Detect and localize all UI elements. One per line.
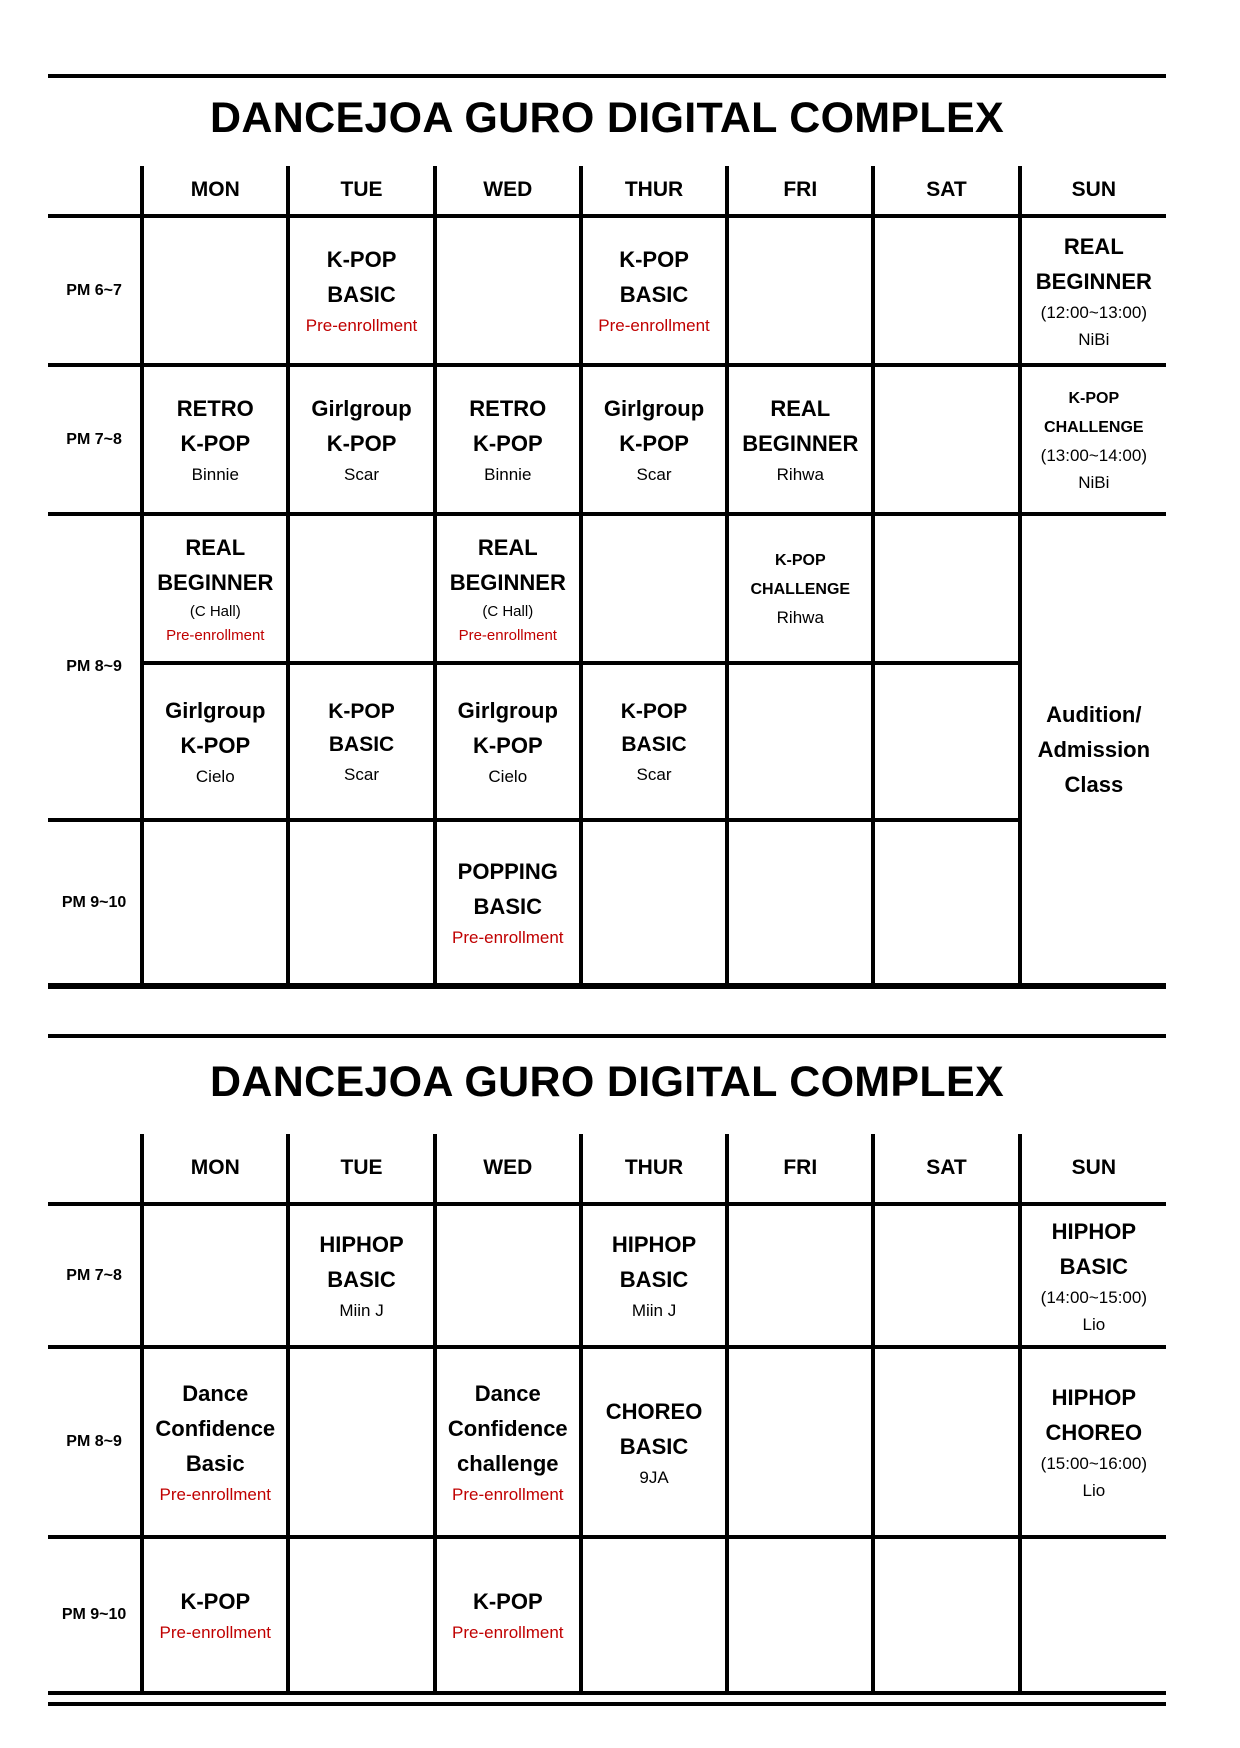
empty-cell bbox=[435, 1204, 581, 1347]
class-title: BASIC bbox=[1059, 1253, 1129, 1279]
instructor: Miin J bbox=[339, 1301, 384, 1320]
class-cell bbox=[1020, 514, 1166, 985]
instructor: Cielo bbox=[195, 767, 235, 786]
class-title: HIPHOP bbox=[611, 1232, 697, 1257]
day-header: TUE bbox=[288, 1134, 434, 1204]
class-title: K-POP bbox=[180, 733, 251, 758]
instructor: NiBi bbox=[1078, 329, 1110, 349]
time-row bbox=[48, 1537, 1166, 1693]
time-row bbox=[48, 514, 1166, 663]
class-title: K-POP bbox=[326, 431, 397, 456]
class-title: CHALLENGE bbox=[750, 581, 851, 598]
class-cell bbox=[435, 1347, 581, 1537]
empty-cell bbox=[873, 1347, 1019, 1537]
empty-cell bbox=[727, 1204, 873, 1347]
class-title: Confidence bbox=[155, 1416, 276, 1441]
class-title: BASIC bbox=[619, 1267, 689, 1292]
class-title: BASIC bbox=[619, 1433, 689, 1459]
instructor: Binnie bbox=[484, 465, 532, 484]
class-cell bbox=[142, 365, 288, 514]
class-title: K-POP bbox=[328, 700, 395, 723]
time-slot-label: PM 7~8 bbox=[48, 365, 142, 514]
time-slot-label: PM 8~9 bbox=[48, 1347, 142, 1537]
day-header: MON bbox=[142, 1134, 288, 1204]
day-header: SAT bbox=[873, 1134, 1019, 1204]
class-cell bbox=[288, 365, 434, 514]
class-cell bbox=[288, 216, 434, 365]
hall-note: (C Hall) bbox=[189, 602, 241, 620]
class-title: BEGINNER bbox=[742, 431, 859, 456]
page-title: DANCEJOA GURO DIGITAL COMPLEX bbox=[210, 94, 1004, 142]
empty-cell bbox=[142, 216, 288, 365]
day-header: WED bbox=[435, 1134, 581, 1204]
empty-cell bbox=[873, 1537, 1019, 1693]
bottom-rule bbox=[48, 1702, 1166, 1706]
class-cell bbox=[435, 1537, 581, 1693]
class-cell bbox=[1020, 1204, 1166, 1347]
empty-cell bbox=[288, 514, 434, 663]
class-title: Confidence bbox=[447, 1416, 568, 1441]
class-cell bbox=[727, 514, 873, 663]
empty-cell bbox=[727, 1347, 873, 1537]
empty-cell bbox=[873, 820, 1019, 985]
class-title: Audition/ bbox=[1046, 702, 1142, 727]
class-title: K-POP bbox=[774, 552, 826, 569]
empty-cell bbox=[1020, 1537, 1166, 1693]
top-rule bbox=[48, 1034, 1166, 1038]
class-cell bbox=[288, 663, 434, 820]
class-cell bbox=[1020, 216, 1166, 365]
pre-enrollment-note: Pre-enrollment bbox=[598, 316, 710, 335]
class-title: RETRO bbox=[469, 396, 547, 421]
empty-cell bbox=[727, 216, 873, 365]
empty-cell bbox=[727, 663, 873, 820]
class-title: POPPING bbox=[457, 859, 558, 884]
instructor: Binnie bbox=[191, 465, 239, 484]
class-title: Girlgroup bbox=[165, 698, 266, 723]
class-title: K-POP bbox=[180, 431, 251, 456]
corner-cell bbox=[48, 166, 142, 216]
header-row bbox=[48, 166, 1166, 216]
class-cell bbox=[1020, 365, 1166, 514]
class-title: challenge bbox=[457, 1451, 559, 1476]
class-time: (13:00~14:00) bbox=[1040, 445, 1147, 465]
day-header: FRI bbox=[727, 166, 873, 216]
empty-cell bbox=[142, 820, 288, 985]
class-title: BEGINNER bbox=[449, 569, 566, 595]
time-row bbox=[48, 365, 1166, 514]
time-slot-label: PM 7~8 bbox=[48, 1204, 142, 1347]
empty-cell bbox=[727, 1537, 873, 1693]
empty-cell bbox=[581, 820, 727, 985]
schedule-table bbox=[48, 166, 1166, 987]
time-slot-label: PM 9~10 bbox=[48, 1537, 142, 1693]
class-title: Girlgroup bbox=[311, 396, 412, 421]
class-title: Girlgroup bbox=[603, 396, 705, 421]
empty-cell bbox=[873, 216, 1019, 365]
class-title: Admission bbox=[1037, 737, 1151, 762]
instructor: Scar bbox=[636, 465, 672, 484]
class-cell bbox=[435, 663, 581, 820]
top-rule bbox=[48, 74, 1166, 78]
empty-cell bbox=[581, 514, 727, 663]
class-cell bbox=[581, 1347, 727, 1537]
class-title: CHALLENGE bbox=[1044, 418, 1144, 436]
header-row bbox=[48, 1134, 1166, 1204]
pre-enrollment-note: Pre-enrollment bbox=[159, 1485, 272, 1504]
pre-enrollment-note: Pre-enrollment bbox=[452, 1623, 564, 1642]
empty-cell bbox=[727, 820, 873, 985]
pre-enrollment-note: Pre-enrollment bbox=[159, 1623, 272, 1642]
class-title: REAL bbox=[770, 396, 831, 421]
class-title: K-POP bbox=[619, 431, 689, 456]
schedule-table bbox=[48, 1134, 1166, 1695]
time-row bbox=[48, 663, 1166, 820]
class-cell bbox=[142, 1537, 288, 1693]
class-title: BASIC bbox=[327, 1267, 396, 1292]
day-header: TUE bbox=[288, 166, 434, 216]
class-cell bbox=[435, 514, 581, 663]
class-title: K-POP bbox=[472, 733, 543, 758]
class-time: (14:00~15:00) bbox=[1040, 1287, 1147, 1307]
class-title: K-POP bbox=[620, 700, 688, 723]
class-cell bbox=[142, 663, 288, 820]
class-title: BASIC bbox=[619, 282, 689, 307]
day-header: SAT bbox=[873, 166, 1019, 216]
class-cell bbox=[142, 1347, 288, 1537]
class-cell bbox=[581, 1204, 727, 1347]
instructor: Miin J bbox=[631, 1301, 677, 1320]
class-title: RETRO bbox=[176, 396, 254, 421]
time-row bbox=[48, 820, 1166, 985]
class-title: K-POP bbox=[1068, 389, 1120, 407]
day-header: SUN bbox=[1020, 166, 1166, 216]
class-title: BASIC bbox=[473, 894, 542, 919]
class-cell bbox=[1020, 1347, 1166, 1537]
class-cell bbox=[581, 216, 727, 365]
empty-cell bbox=[288, 1347, 434, 1537]
class-title: REAL bbox=[477, 534, 538, 560]
class-title: Class bbox=[1064, 772, 1124, 797]
instructor: Rihwa bbox=[776, 608, 824, 627]
instructor: Rihwa bbox=[776, 465, 824, 484]
empty-cell bbox=[142, 1204, 288, 1347]
day-header: THUR bbox=[581, 166, 727, 216]
instructor: Scar bbox=[344, 465, 380, 484]
class-title: K-POP bbox=[326, 247, 397, 272]
instructor: NiBi bbox=[1078, 472, 1110, 492]
class-title: HIPHOP bbox=[319, 1232, 404, 1257]
class-title: CHOREO bbox=[605, 1398, 703, 1424]
class-cell bbox=[288, 1204, 434, 1347]
pre-enrollment-note: Pre-enrollment bbox=[452, 928, 564, 947]
class-title: BASIC bbox=[328, 733, 395, 756]
day-header: THUR bbox=[581, 1134, 727, 1204]
instructor: Cielo bbox=[488, 767, 528, 786]
class-title: REAL bbox=[1063, 233, 1124, 259]
class-time: (15:00~16:00) bbox=[1040, 1454, 1147, 1473]
pre-enrollment-note: Pre-enrollment bbox=[452, 1485, 564, 1504]
hall-note: (C Hall) bbox=[482, 602, 534, 620]
pre-enrollment-note: Pre-enrollment bbox=[166, 626, 265, 644]
time-row bbox=[48, 1204, 1166, 1347]
class-cell bbox=[727, 365, 873, 514]
class-time: (12:00~13:00) bbox=[1040, 302, 1147, 322]
instructor: Scar bbox=[636, 765, 672, 784]
class-title: K-POP bbox=[472, 431, 543, 456]
page-title: DANCEJOA GURO DIGITAL COMPLEX bbox=[210, 1058, 1004, 1106]
time-slot-label: PM 9~10 bbox=[48, 820, 142, 985]
day-header: SUN bbox=[1020, 1134, 1166, 1204]
class-cell bbox=[581, 365, 727, 514]
class-title: Girlgroup bbox=[457, 698, 558, 723]
empty-cell bbox=[873, 663, 1019, 820]
empty-cell bbox=[435, 216, 581, 365]
class-cell bbox=[435, 365, 581, 514]
class-title: HIPHOP bbox=[1051, 1218, 1136, 1244]
empty-cell bbox=[288, 1537, 434, 1693]
instructor: Scar bbox=[344, 765, 380, 784]
class-title: K-POP bbox=[472, 1589, 543, 1614]
time-slot-label: PM 8~9 bbox=[48, 514, 142, 820]
day-header: WED bbox=[435, 166, 581, 216]
class-title: BASIC bbox=[327, 282, 396, 307]
time-row bbox=[48, 1347, 1166, 1537]
class-title: K-POP bbox=[619, 247, 689, 272]
class-title: K-POP bbox=[180, 1589, 251, 1614]
time-slot-label: PM 6~7 bbox=[48, 216, 142, 365]
day-header: MON bbox=[142, 166, 288, 216]
instructor: Lio bbox=[1082, 1314, 1106, 1334]
empty-cell bbox=[873, 365, 1019, 514]
class-cell bbox=[435, 820, 581, 985]
class-title: BEGINNER bbox=[1035, 268, 1152, 294]
class-cell bbox=[142, 514, 288, 663]
class-cell bbox=[581, 663, 727, 820]
pre-enrollment-note: Pre-enrollment bbox=[305, 316, 418, 335]
instructor: 9JA bbox=[639, 1467, 669, 1487]
empty-cell bbox=[581, 1537, 727, 1693]
corner-cell bbox=[48, 1134, 142, 1204]
instructor: Lio bbox=[1082, 1481, 1106, 1500]
day-header: FRI bbox=[727, 1134, 873, 1204]
empty-cell bbox=[873, 1204, 1019, 1347]
class-title: Dance bbox=[474, 1381, 541, 1406]
class-title: BEGINNER bbox=[157, 569, 274, 595]
empty-cell bbox=[873, 514, 1019, 663]
class-title: REAL bbox=[185, 534, 246, 560]
empty-cell bbox=[288, 820, 434, 985]
time-row bbox=[48, 216, 1166, 365]
class-title: Basic bbox=[185, 1451, 245, 1476]
class-title: Dance bbox=[182, 1381, 249, 1406]
bottom-rule bbox=[48, 985, 1166, 989]
class-title: BASIC bbox=[621, 733, 687, 756]
class-title: CHOREO bbox=[1045, 1420, 1143, 1445]
class-title: HIPHOP bbox=[1051, 1385, 1136, 1410]
pre-enrollment-note: Pre-enrollment bbox=[458, 626, 557, 644]
